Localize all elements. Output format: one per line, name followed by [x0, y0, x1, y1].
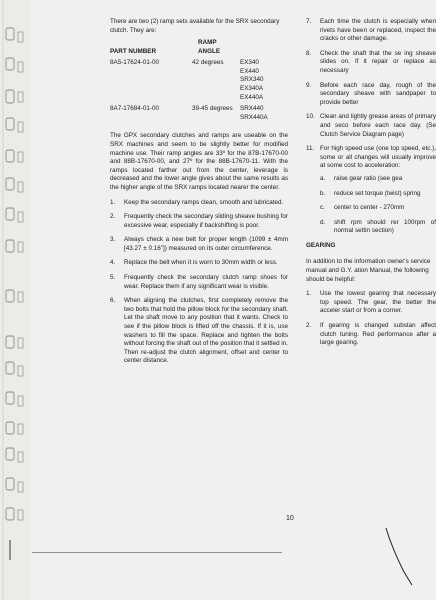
- item-text: Each time the clutch is especially when rivets have been or replaced, inspect the cracks or other damage.: [320, 18, 436, 43]
- ramp-intro: There are two (2) ramp sets available for the SRX secondary clutch. They are:: [110, 18, 280, 34]
- item-text: When aligning the clutches, first completely remove the two bolts that hold the pillow block for the secondary shaft. Let the shaft move to any position that it wants. Check to see if the pillow block is lifted off the chassis. If it is, use washers to fill the space. Replace and tighten the bolts without forcing the shaft out of the position that it settled in. Then re-adjust the clutch alignment, offset and center to center distance.: [124, 297, 288, 365]
- gpx-paragraph: The GPX secondary clutches and ramps are useable on the SRX machines and seem to be slightly better for modified machine use. Their ramp angles are 33º for the 87B-17670-00 and 88B-17670-00, and 27º for the 88B-17670-11. With the ramps located farther out from the center, leverage is decreased and the lower angle gives about the same results as the higher angle of the SRX ramps located nearer the center.: [110, 132, 288, 191]
- item-number: 3.: [110, 236, 116, 244]
- model-name: EX340A: [240, 84, 264, 92]
- item-text: For high speed use (one top speed, etc.), some or all changes will usually improve at some cost to acceleration:: [320, 145, 436, 170]
- model-name: EX440: [240, 67, 259, 75]
- item-text: Keep the secondary ramps clean, smooth and lubricated.: [124, 198, 284, 206]
- item-text: If gearing is changed substan affect clutch tuning. Red performance after a large gearing.: [320, 322, 436, 347]
- item-text: Clean and lightly grease areas of primary and seco before each race day. (Se Clutch Service Diagram page): [320, 113, 436, 138]
- item-number: 4.: [110, 259, 116, 267]
- item-number: 10.: [306, 113, 315, 121]
- sub-item-text: raise gear ratio (see gea: [334, 174, 403, 182]
- item-number: 1.: [306, 290, 312, 298]
- header-angle: ANGLE: [198, 47, 221, 55]
- item-number: 2.: [110, 213, 116, 221]
- header-part-number: PART NUMBER: [110, 47, 157, 55]
- model-name: SRX340: [240, 76, 264, 84]
- item-text: Frequently check the secondary clutch ramp shoes for wear. Replace them if any significant wear is visible.: [124, 274, 288, 290]
- header-ramp: RAMP: [198, 39, 217, 47]
- part-number: 8A5-17624-01-00: [110, 59, 160, 67]
- item-number: 8.: [306, 49, 312, 57]
- item-text: Check the shaft that the se ing sheave slides on. If it repair or replace as necessary: [320, 49, 436, 74]
- page-number: 10: [286, 515, 294, 522]
- item-number: 5.: [110, 274, 116, 282]
- part-number: 8A7-17684-01-00: [110, 105, 160, 113]
- item-text: Frequently check the secondary sliding sheave bushing for excessive wear, especially if backshifting is poor.: [124, 213, 288, 229]
- model-name: EX340: [240, 59, 259, 67]
- sub-item-letter: d.: [320, 218, 326, 226]
- item-text: Use the lowest gearing that necessary top speed. The gear, the better the acceler start or from a corner.: [320, 290, 436, 315]
- item-text: Always check a new belt for proper length (1099 ± 4mm [43.27 ± 0.16"]) measured on its outer circumference.: [124, 236, 288, 252]
- sub-item-letter: a.: [320, 174, 326, 182]
- ramp-angle: 39-45 degrees: [192, 105, 233, 113]
- ramp-angle: 42 degrees: [192, 59, 224, 67]
- item-text: Before each race day, rough of the secondary sheave with sandpaper to provide better: [320, 81, 436, 106]
- gearing-intro: In addition to the information owner's service manual and G.Y. ation Manual, the following should be helpful:: [306, 258, 431, 283]
- item-number: 6.: [110, 297, 116, 305]
- item-number: 1.: [110, 198, 116, 206]
- gearing-heading: GEARING: [306, 241, 336, 249]
- item-number: 7.: [306, 18, 312, 25]
- scan-artifact-line: [32, 552, 282, 553]
- sub-item-text: center to center - 270mm: [334, 204, 405, 212]
- sub-item-letter: b.: [320, 189, 326, 197]
- model-name: SRX440A: [240, 113, 268, 121]
- item-number: 2.: [306, 322, 312, 330]
- item-number: 11.: [306, 145, 315, 153]
- sub-item-letter: c.: [320, 204, 325, 212]
- sub-item-text: reduce set torque (twist) spring: [334, 189, 421, 197]
- item-text: Replace the belt when it is worn to 30mm width or less.: [124, 259, 278, 267]
- sub-item-text: shift rpm should rer 100rpm of normal settin section): [334, 218, 436, 235]
- item-number: 9.: [306, 81, 312, 89]
- model-name: SRX440: [240, 105, 264, 113]
- model-name: EX440A: [240, 93, 264, 101]
